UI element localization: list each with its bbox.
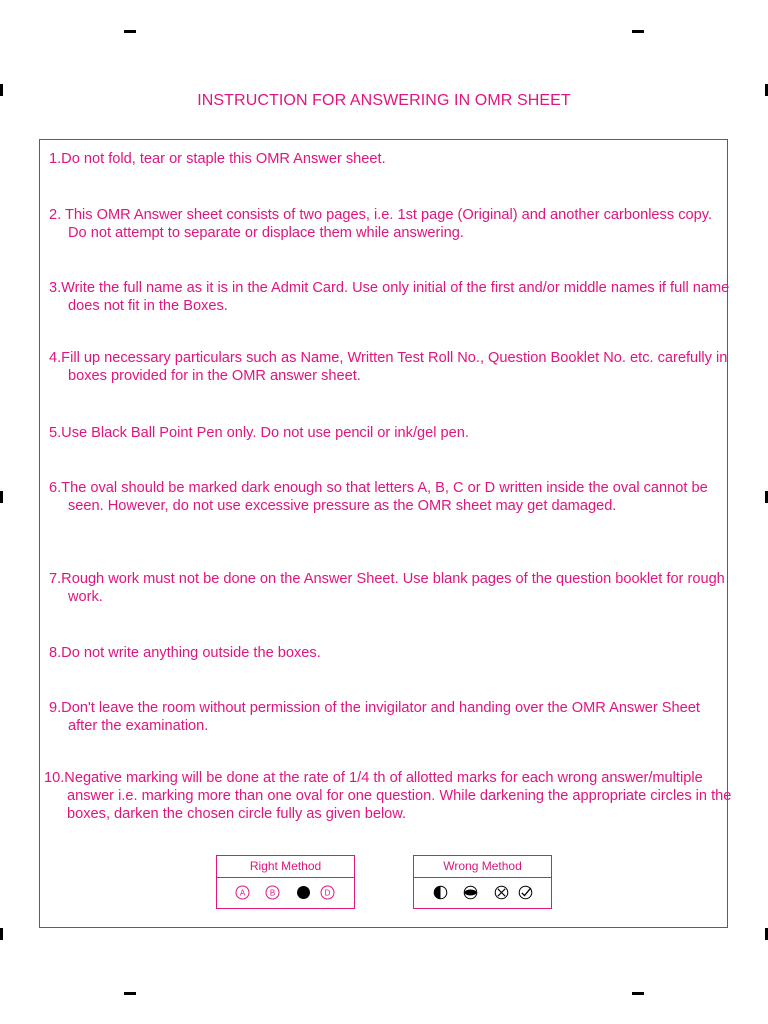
right-method-ovals	[217, 878, 354, 908]
instruction-7: 7.Rough work must not be done on the Answer Sheet. Use blank pages of the question booklet for rough work.	[49, 571, 725, 605]
instruction-6: 6.The oval should be marked dark enough so that letters A, B, C or D written inside the oval cannot be seen. However, do not use excessive pressure as the OMR sheet may get damaged.	[49, 480, 708, 514]
instruction-1: 1.Do not fold, tear or staple this OMR Answer sheet.	[49, 151, 386, 167]
instruction-10: 10.Negative marking will be done at the rate of 1/4 th of allotted marks for each wrong answer/multiple answer i.e. marking more than one oval for one question. While darkening the appropriate circles in the boxes, darken the chosen circle fully as given below.	[44, 770, 732, 822]
oval-a-letter: A	[239, 888, 246, 898]
wrong-method-box	[413, 855, 552, 909]
oval-d-icon	[320, 885, 335, 900]
half-filled-oval-icon	[433, 885, 448, 900]
oval-b-letter: B	[269, 888, 276, 898]
instruction-3: 3.Write the full name as it is in the Admit Card. Use only initial of the first and/or middle names if full name does not fit in the Boxes.	[49, 280, 730, 314]
registration-mark-top-right	[632, 30, 644, 33]
instruction-5: 5.Use Black Ball Point Pen only. Do not use pencil or ink/gel pen.	[49, 425, 469, 441]
instruction-8: 8.Do not write anything outside the boxes.	[49, 645, 321, 661]
instruction-2: 2. This OMR Answer sheet consists of two pages, i.e. 1st page (Original) and another carbonless copy. Do not attempt to separate or displace them while answering.	[49, 207, 712, 241]
right-method-label: Right Method	[217, 856, 354, 878]
oval-a-icon	[235, 885, 250, 900]
ticked-oval-icon	[518, 885, 533, 900]
oval-d-letter: D	[324, 888, 331, 898]
registration-mark-bottom-left	[124, 992, 136, 995]
oval-b-icon	[265, 885, 280, 900]
crossed-oval-icon	[494, 885, 509, 900]
instruction-4: 4.Fill up necessary particulars such as Name, Written Test Roll No., Question Booklet No. etc. carefully in boxes provided for in the OMR answer sheet.	[49, 350, 728, 384]
registration-mark-left-middle	[0, 491, 3, 503]
registration-mark-left-lower	[0, 928, 3, 940]
registration-mark-top-left	[124, 30, 136, 33]
registration-mark-bottom-right	[632, 992, 644, 995]
right-method-box	[216, 855, 355, 909]
wrong-method-ovals	[414, 878, 551, 908]
wrong-method-label: Wrong Method	[414, 856, 551, 878]
oval-c-filled-icon	[296, 885, 311, 900]
instruction-9: 9.Don't leave the room without permission of the invigilator and handing over the OMR Answer Sheet after the examination.	[49, 700, 700, 734]
page-title: INSTRUCTION FOR ANSWERING IN OMR SHEET	[197, 92, 571, 109]
partial-filled-oval-icon	[463, 885, 478, 900]
